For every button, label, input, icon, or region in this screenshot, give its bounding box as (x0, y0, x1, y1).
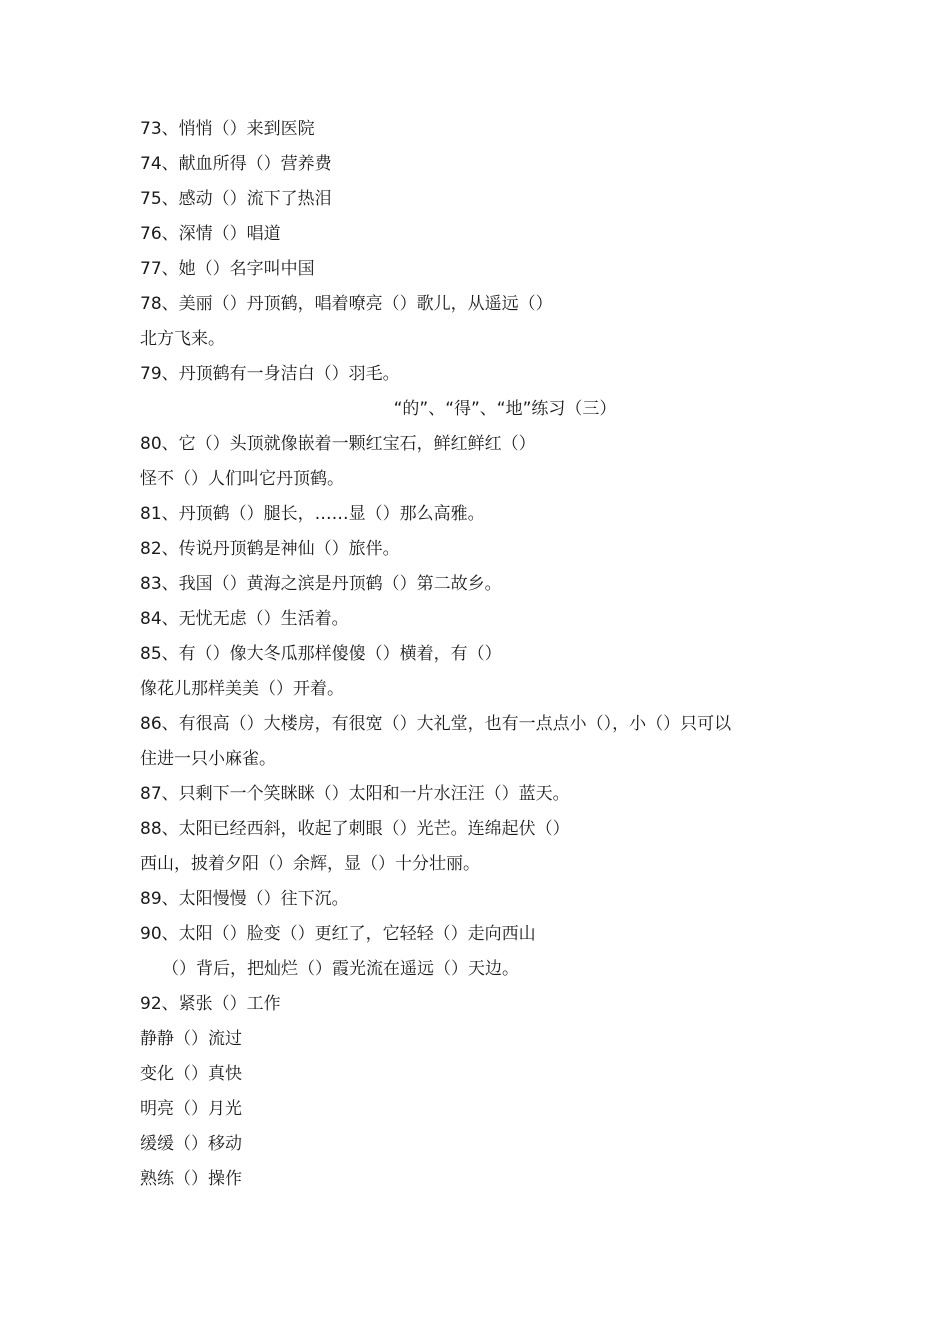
exercise-line-80: 80、它（）头顶就像嵌着一颗红宝石，鲜红鲜红（） (140, 434, 536, 454)
exercise-line-78: 78、美丽（）丹顶鹤，唱着嘹亮（）歌儿，从遥远（） (140, 294, 553, 314)
exercise-line-81: 81、丹顶鹤（）腿长，……显（）那么高雅。 (140, 504, 485, 524)
exercise-list (140, 112, 840, 1197)
exercise-line-77: 77、她（）名字叫中国 (140, 259, 315, 279)
exercise-line-92: 92、紧张（）工作 (140, 994, 281, 1014)
exercise-line-92-e: 缓缓（）移动 (140, 1134, 242, 1154)
exercise-line-88-cont: 西山，披着夕阳（）余辉，显（）十分壮丽。 (140, 854, 480, 874)
exercise-line-85: 85、有（）像大冬瓜那样傻傻（）横着，有（） (140, 644, 502, 664)
exercise-line-86: 86、有很高（）大楼房，有很宽（）大礼堂，也有一点点小（），小（）只可以 (140, 714, 732, 734)
exercise-line-92-c: 变化（）真快 (140, 1064, 242, 1084)
exercise-line-79: 79、丹顶鹤有一身洁白（）羽毛。 (140, 364, 400, 384)
section-heading: “的”、“得”、“地”练习（三） (393, 399, 617, 419)
exercise-line-73: 73、悄悄（）来到医院 (140, 119, 315, 139)
exercise-line-92-d: 明亮（）月光 (140, 1099, 242, 1119)
exercise-line-74: 74、献血所得（）营养费 (140, 154, 332, 174)
exercise-line-82: 82、传说丹顶鹤是神仙（）旅伴。 (140, 539, 400, 559)
exercise-line-75: 75、感动（）流下了热泪 (140, 189, 332, 209)
exercise-line-83: 83、我国（）黄海之滨是丹顶鹤（）第二故乡。 (140, 574, 502, 594)
exercise-line-88: 88、太阳已经西斜，收起了刺眼（）光芒。连绵起伏（） (140, 819, 570, 839)
exercise-line-92-b: 静静（）流过 (140, 1029, 242, 1049)
exercise-line-85-cont: 像花儿那样美美（）开着。 (140, 679, 344, 699)
exercise-line-92-f: 熟练（）操作 (140, 1169, 242, 1189)
exercise-line-78-cont: 北方飞来。 (140, 329, 225, 349)
exercise-line-84: 84、无忧无虑（）生活着。 (140, 609, 349, 629)
exercise-line-76: 76、深情（）唱道 (140, 224, 281, 244)
exercise-line-87: 87、只剩下一个笑眯眯（）太阳和一片水汪汪（）蓝天。 (140, 784, 570, 804)
exercise-line-86-cont: 住进一只小麻雀。 (140, 749, 276, 769)
exercise-line-90-cont: （）背后，把灿烂（）霞光流在遥远（）天边。 (162, 959, 519, 979)
exercise-line-80-cont: 怪不（）人们叫它丹顶鹤。 (140, 469, 344, 489)
exercise-line-89: 89、太阳慢慢（）往下沉。 (140, 889, 349, 909)
exercise-line-90: 90、太阳（）脸变（）更红了，它轻轻（）走向西山 (140, 924, 536, 944)
